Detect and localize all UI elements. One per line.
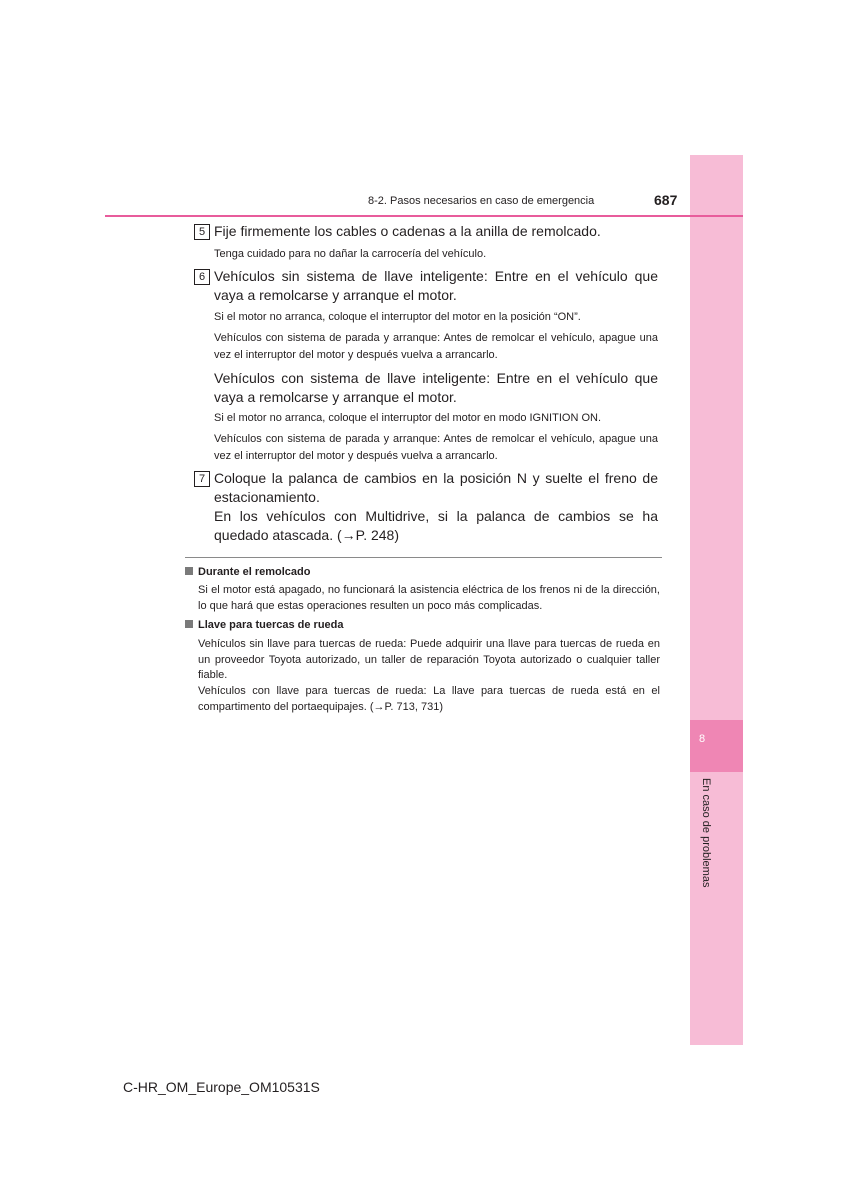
info-title-text: Llave para tuercas de rueda bbox=[198, 619, 344, 631]
step-5-note: Tenga cuidado para no dañar la carrocería del vehículo. bbox=[214, 248, 487, 260]
info-text: Vehículos sin llave para tuercas de rueda: Puede adquirir una llave para tuercas de rueda en un proveedor Toyota autorizado, un taller de reparación Toyota autorizado o cualquier taller fiable. bbox=[198, 638, 660, 681]
info-title bbox=[185, 566, 310, 578]
page-number: 687 bbox=[654, 192, 678, 208]
header-rule bbox=[105, 215, 743, 217]
chapter-sidebar bbox=[690, 155, 743, 1045]
square-bullet-icon bbox=[185, 567, 193, 575]
step-6-note-1: Si el motor no arranca, coloque el interruptor del motor en la posición “ON”. bbox=[214, 311, 581, 323]
step-5 bbox=[194, 222, 658, 241]
step-7 bbox=[194, 469, 658, 507]
document-code: C-HR_OM_Europe_OM10531S bbox=[123, 1079, 320, 1095]
step-6 bbox=[194, 267, 658, 305]
step-text: Vehículos sin sistema de llave inteligente: Entre en el vehículo que vaya a remolcarse y arranque el motor. bbox=[214, 268, 658, 303]
step-6-note-3: Si el motor no arranca, coloque el interruptor del motor en modo IGNITION ON. bbox=[214, 412, 601, 424]
step-text: Coloque la palanca de cambios en la posición N y suelte el freno de estacionamiento. bbox=[214, 470, 658, 505]
chapter-title: En caso de problemas bbox=[700, 778, 712, 888]
step-6-note-2: Vehículos con sistema de parada y arranque: Antes de remolcar el vehículo, apague una vez el interruptor del motor y después vuelva a arrancarlo. bbox=[214, 332, 658, 361]
step-6-text-2: Vehículos con sistema de llave inteligente: Entre en el vehículo que vaya a remolcarse y arranque el motor. bbox=[214, 370, 658, 405]
info-title-text: Durante el remolcado bbox=[198, 566, 311, 578]
section-divider bbox=[185, 557, 662, 558]
step-6-note-4: Vehículos con sistema de parada y arranque: Antes de remolcar el vehículo, apague una vez el interruptor del motor y después vuelva a arrancarlo. bbox=[214, 433, 658, 462]
info-text: Si el motor está apagado, no funcionará la asistencia eléctrica de los frenos ni de la dirección, lo que hará que estas operaciones resulten un poco más complicadas. bbox=[198, 584, 660, 612]
step-7-text-2: En los vehículos con Multidrive, si la palanca de cambios se ha quedado atascada. (→P. 248) bbox=[214, 508, 658, 543]
step-number: 6 bbox=[194, 269, 210, 285]
step-number: 5 bbox=[194, 224, 210, 240]
section-header: 8-2. Pasos necesarios en caso de emergencia bbox=[368, 195, 595, 207]
chapter-tab bbox=[690, 720, 743, 772]
step-text: Fije firmemente los cables o cadenas a la anilla de remolcado. bbox=[214, 223, 601, 239]
info-title bbox=[185, 619, 344, 631]
square-bullet-icon bbox=[185, 620, 193, 628]
step-number: 7 bbox=[194, 471, 210, 487]
info-text: Vehículos con llave para tuercas de rueda: La llave para tuercas de rueda está en el compartimento del portaequipajes. (→P. 713, 731) bbox=[198, 685, 660, 713]
chapter-number: 8 bbox=[698, 733, 706, 745]
